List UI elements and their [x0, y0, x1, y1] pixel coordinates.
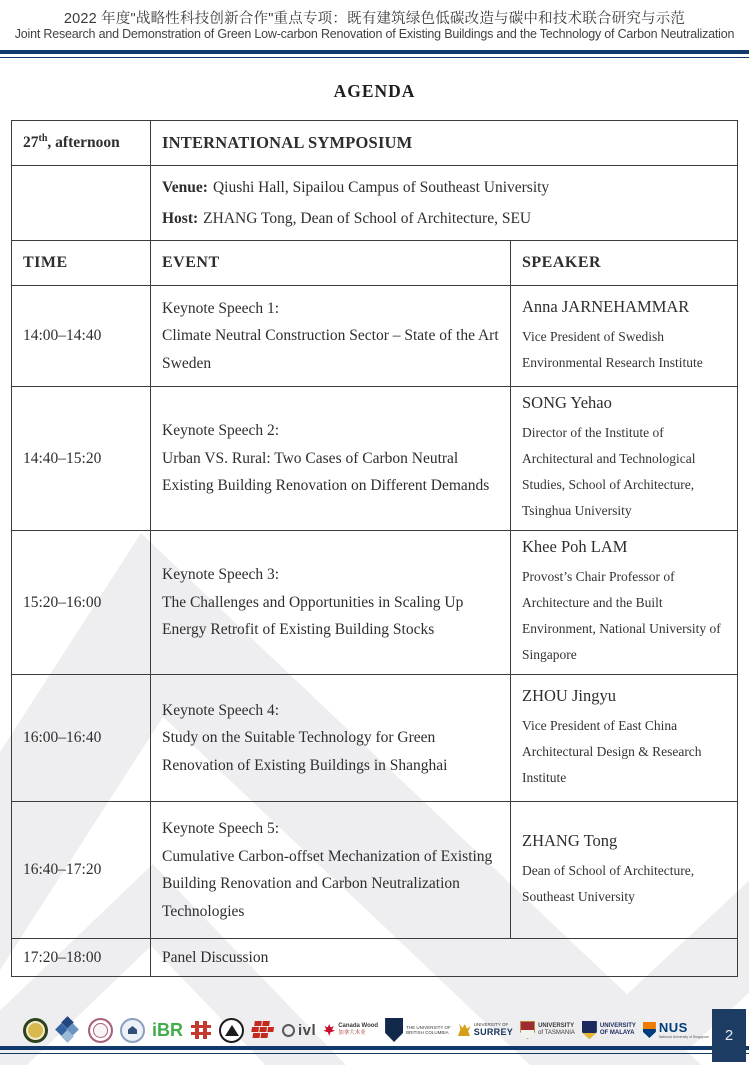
ubc-crest-icon — [385, 1018, 403, 1042]
speaker-name: SONG Yehao — [522, 393, 612, 412]
table-row — [12, 387, 738, 531]
ibr-wordmark: iBR — [152, 1019, 183, 1040]
speaker-cell — [511, 286, 738, 387]
event-label: Keynote Speech 1: — [162, 299, 280, 317]
speaker-cell — [511, 531, 738, 675]
footer-logo-strip — [23, 1013, 709, 1047]
logo-seu-seal — [23, 1018, 48, 1043]
event-cell — [151, 531, 511, 675]
logo-ibr — [152, 1020, 183, 1041]
session-day-rest: , afternoon — [47, 134, 120, 152]
ubc-label: THE UNIVERSITY OF — [406, 1024, 451, 1030]
speaker-role: Dean of School of Architecture, Southeast University — [522, 862, 695, 904]
logo-ubc — [385, 1018, 451, 1042]
event-cell — [151, 802, 511, 939]
time-cell: 16:00–16:40 — [12, 675, 151, 802]
surrey-wordmark: SURREY — [473, 1027, 514, 1038]
logo-black-seal — [219, 1018, 244, 1043]
malaya-sublabel: OF MALAYA — [599, 1030, 635, 1036]
speaker-role: Provost’s Chair Professor of Architecture and the Built Environment, National University of Singapore — [522, 569, 721, 662]
time-cell: 14:00–14:40 — [12, 286, 151, 387]
ivl-wordmark: ivl — [298, 1021, 317, 1039]
logo-architecture-crest — [120, 1018, 145, 1043]
nus-wordmark: NUS — [658, 1019, 688, 1035]
speaker-cell — [511, 387, 738, 531]
page-title: AGENDA — [333, 81, 416, 101]
nus-sublabel: National University of Singapore — [658, 1035, 709, 1040]
tasmania-label: UNIVERSITY — [538, 1023, 575, 1030]
footer-rule — [0, 1046, 749, 1054]
header-rule — [0, 50, 749, 58]
time-cell: 16:40–17:20 — [12, 802, 151, 939]
logo-nus — [643, 1021, 709, 1040]
seu-seal-icon — [23, 1018, 48, 1043]
speaker-name: ZHOU Jingyu — [522, 685, 616, 705]
venue-line — [162, 172, 727, 203]
column-header-event: EVENT — [151, 241, 511, 286]
logo-tsinghua-seal — [88, 1018, 113, 1043]
logo-red-bricks — [251, 1020, 275, 1040]
venue-value: Qiushi Hall, Sipailou Campus of Southeast University — [212, 179, 550, 196]
dougong-icon — [190, 1019, 212, 1041]
session-day-cell — [12, 121, 151, 166]
malaya-label: UNIVERSITY — [599, 1023, 636, 1030]
speaker-role: Vice President of Swedish Environmental Research Institute — [522, 328, 703, 370]
venue-empty-cell — [12, 166, 151, 241]
time-cell: 17:20–18:00 — [12, 939, 151, 977]
speaker-name: ZHANG Tong — [522, 830, 618, 850]
tsinghua-seal-icon — [88, 1018, 113, 1043]
column-header-speaker: SPEAKER — [511, 241, 738, 286]
host-value: ZHANG Tong, Dean of School of Architecture, SEU — [203, 210, 532, 227]
event-title: Urban VS. Rural: Two Cases of Carbon Neutral Existing Building Renovation on Different Demands — [162, 449, 490, 495]
red-bricks-icon — [251, 1020, 275, 1040]
event-cell — [151, 286, 511, 387]
canada-wood-sublabel: 加拿大木业 — [338, 1030, 366, 1037]
surrey-stag-icon — [458, 1023, 471, 1036]
speaker-role: Director of the Institute of Architectural and Technological Studies, School of Architecture, Tsinghua University — [522, 425, 696, 518]
host-label: Host: — [162, 210, 199, 227]
malaya-crest-icon — [582, 1021, 597, 1039]
speaker-name: Khee Poh LAM — [522, 537, 628, 556]
table-row — [12, 286, 738, 387]
logo-tasmania — [520, 1021, 575, 1039]
page-number-badge: 2 — [712, 1009, 746, 1062]
header-title-zh: 2022 年度"战略性科技创新合作"重点专项：既有建筑绿色低碳改造与碳中和技术联合研究与示范 — [63, 11, 686, 27]
logo-dougong — [190, 1019, 212, 1041]
column-header-time: TIME — [12, 241, 151, 286]
canada-wood-label: Canada Wood — [338, 1023, 379, 1030]
table-row — [12, 531, 738, 675]
tasmania-sublabel: of TASMANIA — [538, 1030, 575, 1036]
event-title: Study on the Suitable Technology for Green Renovation of Existing Buildings in Shanghai — [162, 729, 448, 774]
session-day-number: 27 — [23, 134, 39, 152]
tasmania-crest-icon — [520, 1021, 535, 1039]
table-row — [12, 675, 738, 802]
panel-discussion-cell: Panel Discussion — [151, 939, 738, 977]
agenda-table — [11, 120, 738, 977]
architecture-crest-icon — [120, 1018, 145, 1043]
event-cell — [151, 675, 511, 802]
ivl-ring-icon — [282, 1024, 295, 1037]
black-seal-icon — [219, 1018, 244, 1043]
event-label: Keynote Speech 2: — [162, 422, 280, 440]
logo-blue-diamonds — [55, 1017, 81, 1043]
speaker-cell — [511, 802, 738, 939]
event-title: The Challenges and Opportunities in Scaling Up Energy Retrofit of Existing Building Stocks — [162, 593, 464, 639]
host-line — [162, 203, 727, 234]
logo-canada-wood — [323, 1023, 378, 1036]
session-name-cell: INTERNATIONAL SYMPOSIUM — [151, 121, 738, 166]
event-label: Keynote Speech 3: — [162, 566, 280, 584]
column-header-row — [12, 241, 738, 286]
venue-label: Venue: — [162, 179, 208, 196]
logo-ivl — [282, 1022, 316, 1039]
session-day-suffix: th — [38, 133, 48, 145]
event-title: Cumulative Carbon-offset Mechanization of Existing Building Renovation and Carbon Neutralization Technologies — [162, 847, 493, 920]
time-cell: 15:20–16:00 — [12, 531, 151, 675]
time-cell: 14:40–15:20 — [12, 387, 151, 531]
speaker-role: Vice President of East China Architectural Design & Research Institute — [522, 717, 702, 785]
speaker-name: Anna JARNEHAMMAR — [522, 296, 690, 316]
venue-row — [12, 166, 738, 241]
panel-discussion-row — [12, 939, 738, 977]
logo-malaya — [582, 1021, 636, 1039]
ubc-sublabel: BRITISH COLUMBIA — [406, 1030, 449, 1035]
session-row — [12, 121, 738, 166]
logo-surrey — [458, 1022, 513, 1038]
header-title-en: Joint Research and Demonstration of Green Low-carbon Renovation of Existing Buildings and the Technology of Carbon Neutralization — [14, 27, 735, 41]
surrey-label: UNIVERSITY OF — [473, 1022, 509, 1028]
maple-leaf-icon — [323, 1024, 335, 1036]
blue-diamonds-icon — [55, 1017, 81, 1043]
event-label: Keynote Speech 4: — [162, 701, 280, 719]
speaker-cell — [511, 675, 738, 802]
event-label: Keynote Speech 5: — [162, 820, 280, 837]
event-title: Climate Neutral Construction Sector – State of the Art Sweden — [162, 327, 499, 372]
event-cell — [151, 387, 511, 531]
nus-crest-icon — [643, 1022, 656, 1038]
table-row — [12, 802, 738, 939]
venue-host-cell — [151, 166, 738, 241]
